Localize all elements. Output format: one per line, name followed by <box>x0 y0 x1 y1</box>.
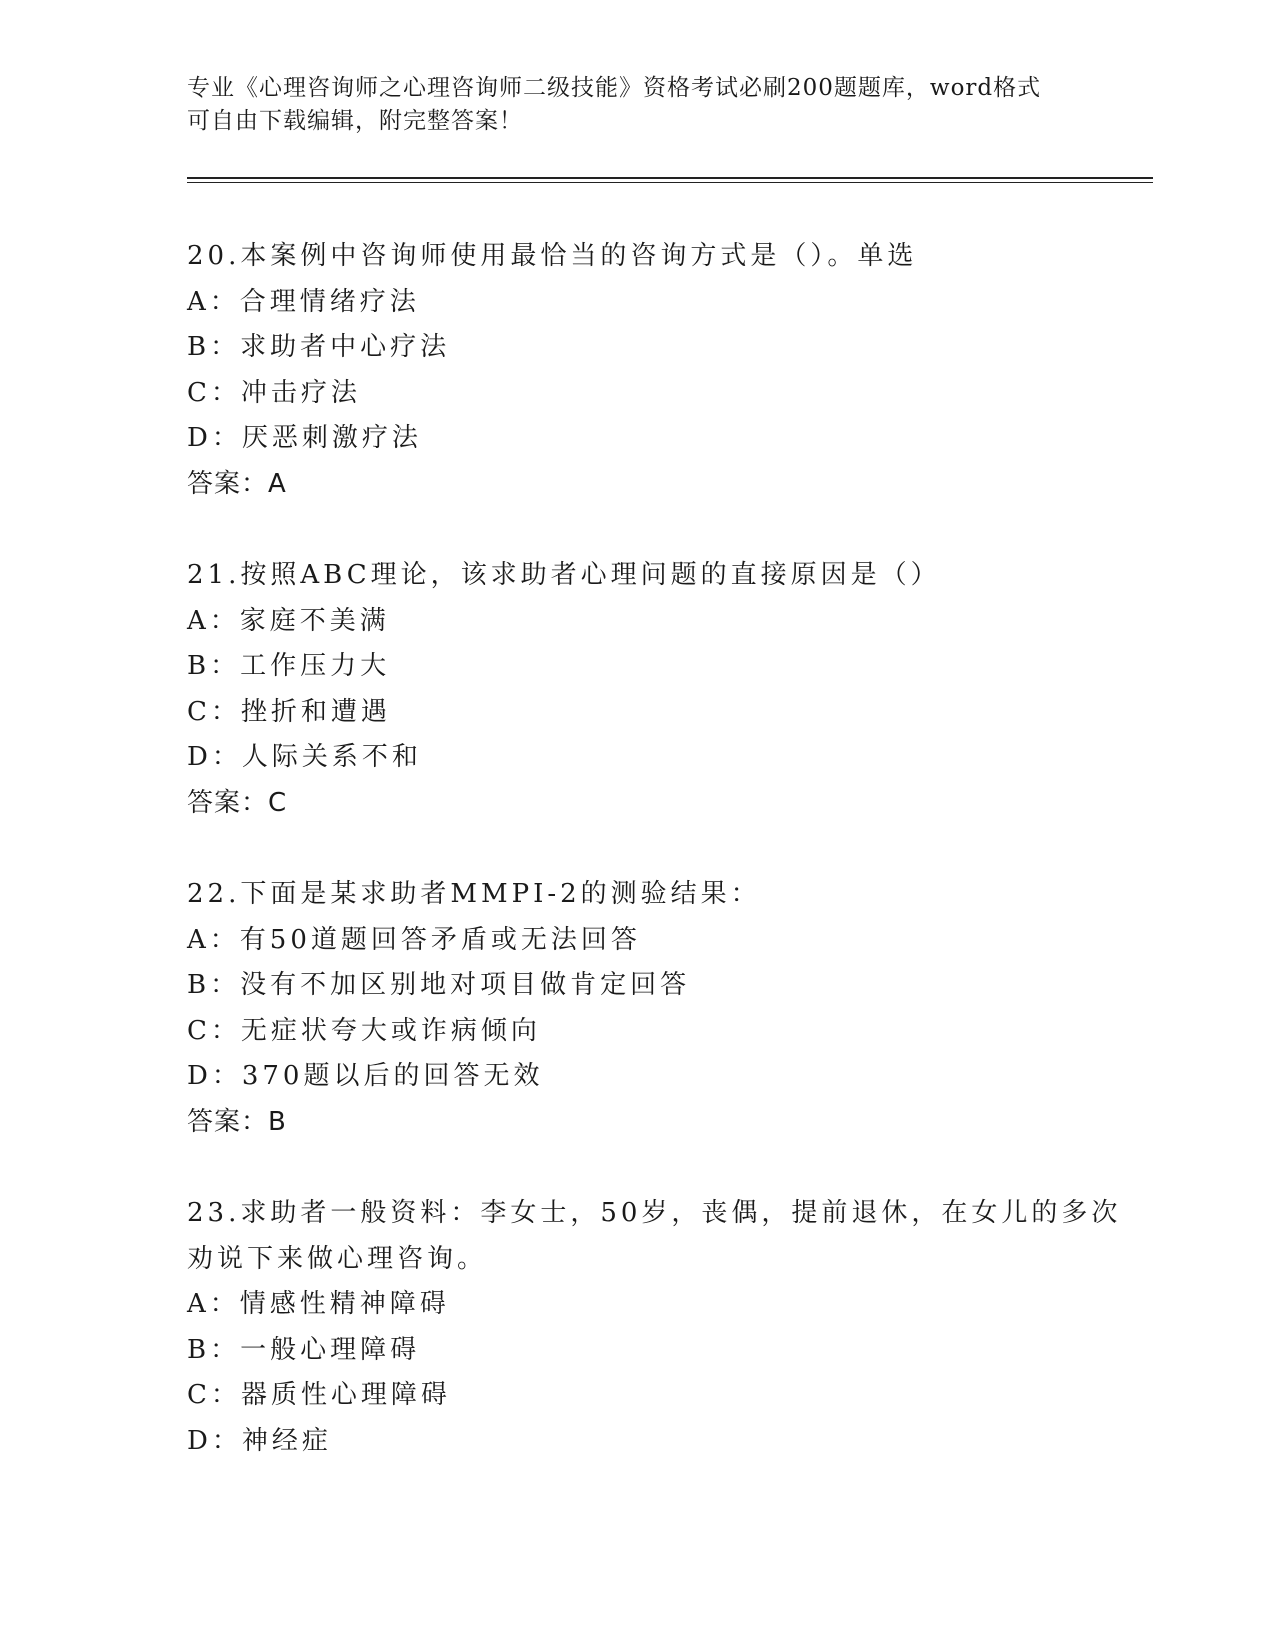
option-b: B：求助者中心疗法 <box>187 332 451 362</box>
option-a: A：家庭不美满 <box>187 605 390 636</box>
option-d: D：人际关系不和 <box>187 742 422 772</box>
option-a: A：有50道题回答矛盾或无法回答 <box>187 924 641 955</box>
option-b: B：工作压力大 <box>187 651 391 681</box>
header-divider-bottom <box>187 182 1153 183</box>
question-text: 20.本案例中咨询师使用最恰当的咨询方式是（）。单选 <box>187 241 918 271</box>
question-text-continued: 劝说下来做心理咨询。 <box>187 1243 488 1274</box>
answer: 答案：A <box>187 468 287 499</box>
answer: 答案：C <box>187 787 288 818</box>
option-a: A：合理情绪疗法 <box>187 286 420 317</box>
question-text: 23.求助者一般资料：李女士，50岁，丧偶，提前退休，在女儿的多次 <box>187 1198 1122 1228</box>
option-c: C：器质性心理障碍 <box>187 1380 451 1410</box>
option-d: D：厌恶刺激疗法 <box>187 423 422 453</box>
option-c: C：无症状夸大或诈病倾向 <box>187 1015 541 1046</box>
option-a: A：情感性精神障碍 <box>187 1289 450 1319</box>
document-header <box>187 72 1087 138</box>
question-text: 22.下面是某求助者MMPI-2的测验结果： <box>187 879 761 909</box>
question-20 <box>187 234 1087 507</box>
header-line-1: 专业《心理咨询师之心理咨询师二级技能》资格考试必刷200题题库，word格式 <box>187 75 1042 101</box>
question-text: 21.按照ABC理论，该求助者心理问题的直接原因是（） <box>187 560 941 590</box>
option-b: B：一般心理障碍 <box>187 1334 421 1365</box>
option-b: B：没有不加区别地对项目做肯定回答 <box>187 970 691 1000</box>
answer: 答案：B <box>187 1106 287 1137</box>
question-21 <box>187 553 1087 826</box>
option-d: D：神经症 <box>187 1425 332 1456</box>
header-line-2: 可自由下载编辑，附完整答案！ <box>187 108 523 134</box>
question-22 <box>187 872 1087 1145</box>
option-d: D：370题以后的回答无效 <box>187 1061 544 1091</box>
question-23 <box>187 1191 1122 1464</box>
header-divider-top <box>187 177 1153 179</box>
option-c: C：挫折和遭遇 <box>187 696 391 727</box>
option-c: C：冲击疗法 <box>187 377 361 408</box>
